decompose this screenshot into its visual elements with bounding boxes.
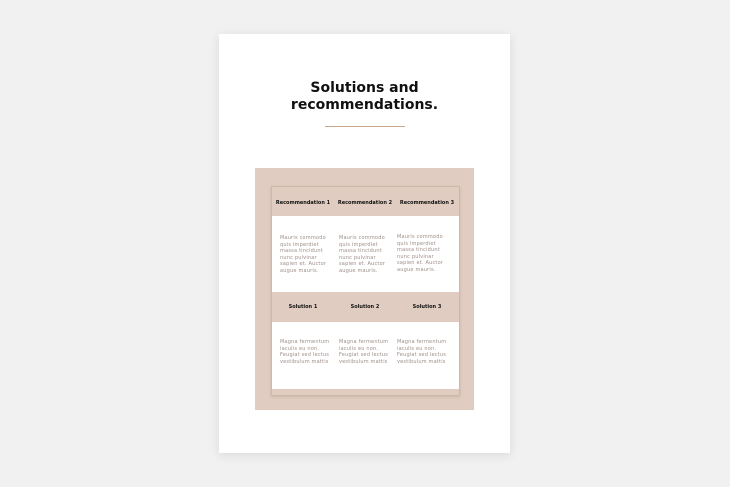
- recommendation-2-text: Mauris commodo quis imperdiet massa tincidunt nunc pulvinar sapien et. Auctor augue mauris.: [339, 235, 386, 274]
- recommendation-3-heading: Recommendation 3: [399, 200, 455, 206]
- solution-1-heading: Solution 1: [288, 304, 318, 310]
- recommendation-2-heading: Recommendation 2: [337, 200, 393, 206]
- page-title-line-2: recommendations.: [290, 97, 439, 113]
- solution-1-text: Magna fermentum iaculis eu non. Feugiat sed lectus vestibulum mattis: [280, 339, 330, 365]
- page-title-line-1: Solutions and: [310, 80, 419, 96]
- recommendation-1-heading: Recommendation 1: [275, 200, 331, 206]
- solutions-body-row: [272, 322, 459, 389]
- recommendations-header-row: [272, 187, 459, 216]
- page-title: [219, 80, 510, 114]
- solution-3-heading: Solution 3: [412, 304, 442, 310]
- recommendations-body-row: [272, 216, 459, 292]
- solution-3-text: Magna fermentum iaculis eu non. Feugiat sed lectus vestibulum mattis: [397, 339, 447, 365]
- solutions-header-row: [272, 292, 459, 322]
- document-page: [219, 34, 510, 453]
- title-divider: [325, 126, 405, 127]
- recommendation-3-text: Mauris commodo quis imperdiet massa tincidunt nunc pulvinar sapien et. Auctor augue mauris.: [397, 234, 444, 273]
- recommendations-panel: [255, 168, 474, 410]
- solution-2-text: Magna fermentum iaculis eu non. Feugiat sed lectus vestibulum mattis: [339, 339, 389, 365]
- solution-2-heading: Solution 2: [350, 304, 380, 310]
- recommendations-table: [271, 186, 460, 396]
- recommendation-1-text: Mauris commodo quis imperdiet massa tincidunt nunc pulvinar sapien et. Auctor augue mauris.: [280, 235, 327, 274]
